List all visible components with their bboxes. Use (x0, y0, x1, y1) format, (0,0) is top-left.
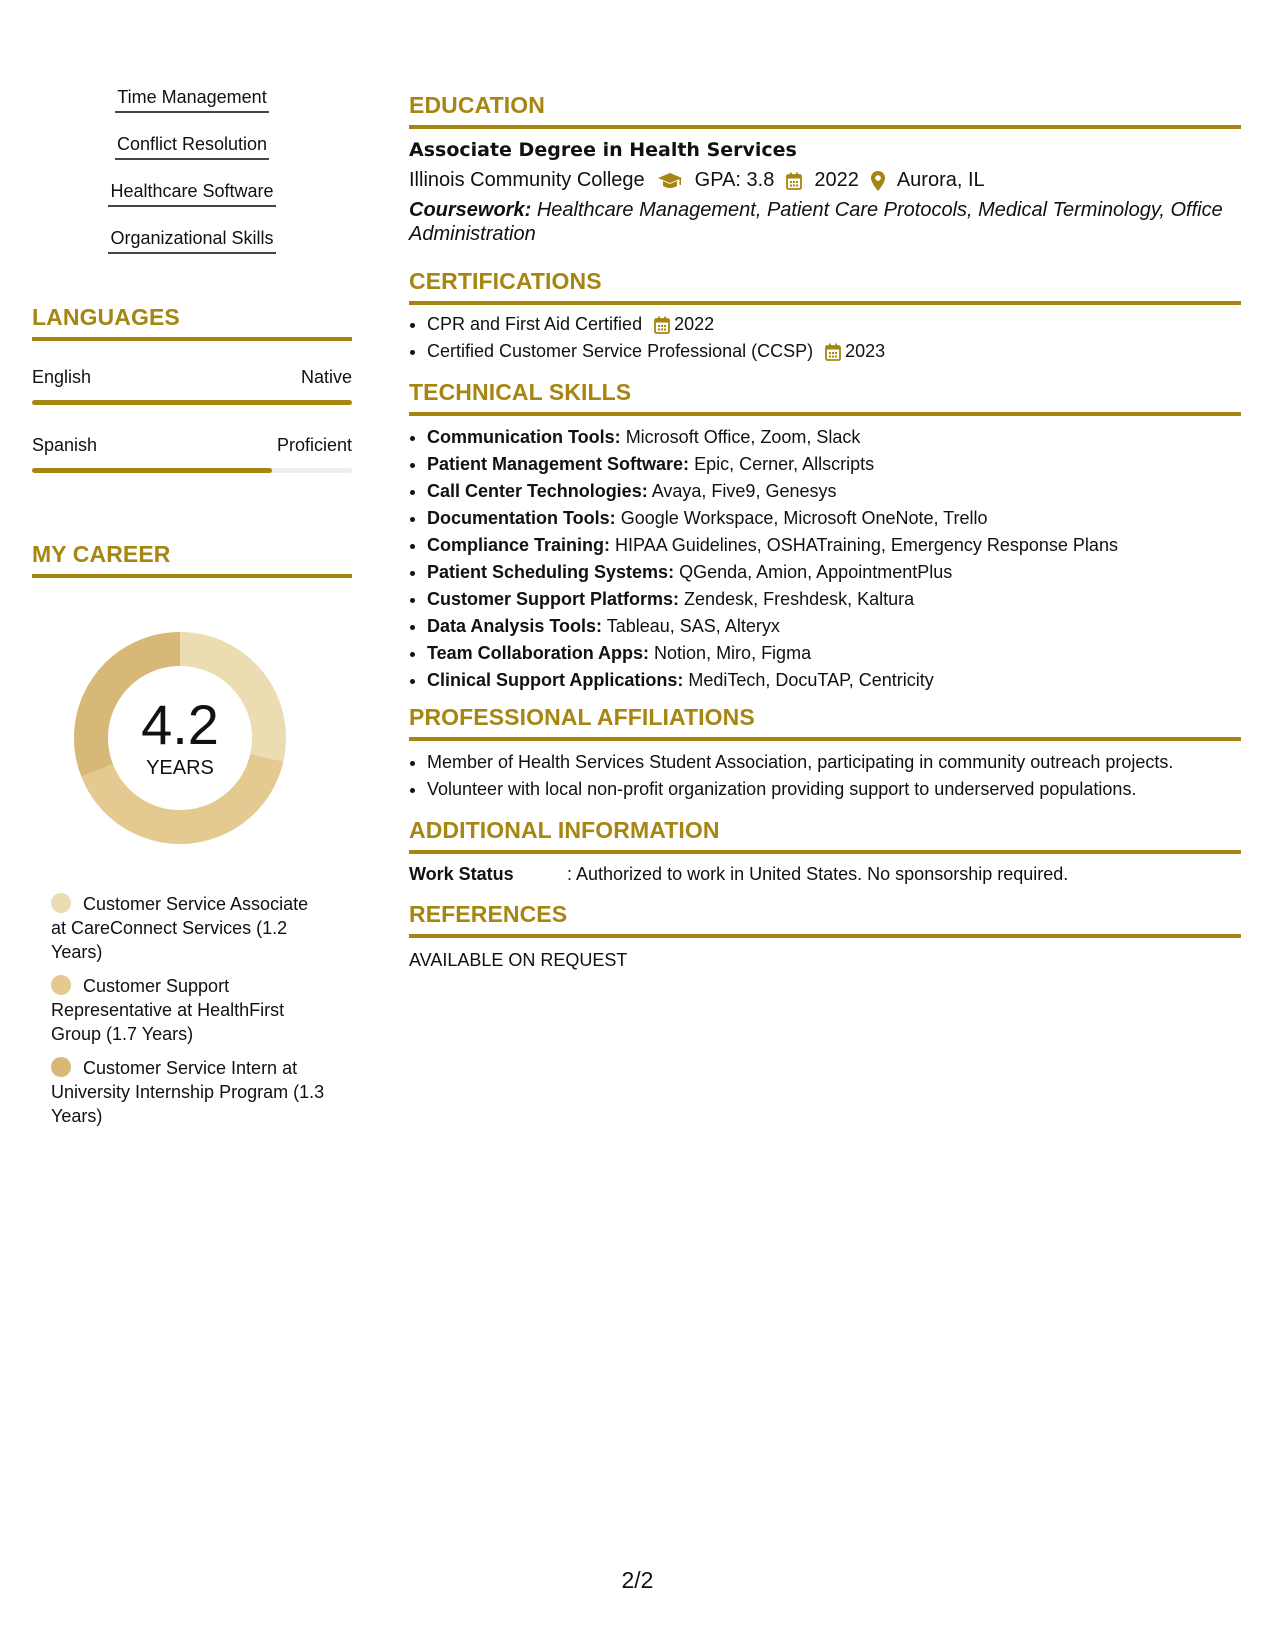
technical-skill-item (427, 534, 1241, 557)
certification-year: 2023 (845, 341, 886, 361)
map-pin-icon (871, 171, 885, 191)
technical-skill-category: Communication Tools: (427, 427, 621, 447)
certifications-list (409, 313, 1241, 363)
technical-skill-item (427, 588, 1241, 611)
left-column (32, 84, 352, 1138)
technical-skill-category: Call Center Technologies: (427, 481, 648, 501)
work-status-row (409, 864, 1241, 885)
technical-skill-category: Documentation Tools: (427, 508, 616, 528)
section-title-certifications: CERTIFICATIONS (409, 268, 1241, 305)
work-status-value: : Authorized to work in United States. No sponsorship required. (567, 864, 1069, 884)
legend-label: Customer Support Representative at HealthFirst Group (1.7 Years) (51, 976, 285, 1044)
certification-name: • CPR and First Aid Certified (427, 314, 643, 334)
affiliations-list (409, 751, 1241, 801)
technical-skill-category: Patient Scheduling Systems: (427, 562, 675, 582)
technical-skill-values: Google Workspace, Microsoft OneNote, Trello (620, 508, 988, 528)
career-donut-chart (64, 622, 296, 854)
section-title-career: MY CAREER (32, 541, 352, 578)
certification-item (427, 313, 1241, 336)
technical-skill-item (427, 561, 1241, 584)
languages-section (32, 304, 352, 473)
certification-name: • Certified Customer Service Professional (CCSP) (427, 341, 814, 361)
certifications-section (409, 268, 1241, 363)
skill-tag: Conflict Resolution (115, 131, 269, 160)
technical-skill-values: Epic, Cerner, Allscripts (694, 454, 875, 474)
career-legend (51, 892, 326, 1128)
technical-skill-values: Tableau, SAS, Alteryx (606, 616, 780, 636)
skill-tag: Organizational Skills (108, 225, 275, 254)
section-title-education: EDUCATION (409, 92, 1241, 129)
legend-item (51, 1056, 326, 1128)
technical-skill-values: Microsoft Office, Zoom, Slack (625, 427, 861, 447)
legend-dot (51, 893, 71, 913)
coursework-label: Coursework: (409, 199, 532, 221)
technical-skill-values: QGenda, Amion, AppointmentPlus (679, 562, 953, 582)
skills-list (32, 84, 352, 272)
affiliation-item: • Volunteer with local non-profit organization providing support to underserved populations. (427, 778, 1241, 801)
technical-skill-category: Customer Support Platforms: (427, 589, 680, 609)
school-location: Aurora, IL (896, 169, 985, 191)
graduation-year: 2022 (814, 169, 859, 191)
affiliations-section (409, 704, 1241, 801)
certification-item (427, 340, 1241, 363)
technical-skill-item (427, 453, 1241, 476)
legend-dot (51, 975, 71, 995)
legend-label: Customer Service Intern at University Internship Program (1.3 Years) (51, 1058, 325, 1126)
language-bar-fill (32, 400, 352, 405)
technical-skill-item (427, 669, 1241, 692)
section-title-references: REFERENCES (409, 901, 1241, 938)
language-level: Native (300, 367, 352, 387)
language-item (32, 435, 352, 473)
technical-skill-values: Notion, Miro, Figma (654, 643, 812, 663)
gpa: GPA: 3.8 (694, 169, 775, 191)
section-title-languages: LANGUAGES (32, 304, 352, 341)
references-text: AVAILABLE ON REQUEST (409, 950, 628, 970)
language-bar (32, 400, 352, 405)
technical-skill-item (427, 642, 1241, 665)
work-status-label: Work Status (409, 864, 514, 884)
technical-skill-item (427, 507, 1241, 530)
skill-tag: Healthcare Software (108, 178, 275, 207)
calendar-icon (825, 343, 841, 361)
career-section (32, 541, 352, 1128)
section-title-technical-skills: TECHNICAL SKILLS (409, 379, 1241, 416)
certification-year: 2022 (674, 314, 715, 334)
technical-skill-category: Data Analysis Tools: (427, 616, 603, 636)
technical-skill-category: Clinical Support Applications: (427, 670, 684, 690)
calendar-icon (786, 172, 802, 190)
language-name: Spanish (32, 435, 98, 455)
right-column (409, 92, 1241, 971)
language-bar-fill (32, 468, 272, 473)
coursework (409, 198, 1241, 246)
language-item (32, 367, 352, 405)
legend-dot (51, 1057, 71, 1077)
language-name: English (32, 367, 92, 387)
degree-title: Associate Degree in Health Services (409, 139, 797, 161)
technical-skill-item (427, 615, 1241, 638)
skill-tag: Time Management (115, 84, 268, 113)
career-total-unit: YEARS (146, 756, 214, 779)
legend-item (51, 974, 326, 1046)
additional-info-section (409, 817, 1241, 885)
technical-skill-item (427, 480, 1241, 503)
section-title-affiliations: PROFESSIONAL AFFILIATIONS (409, 704, 1241, 741)
technical-skill-category: Team Collaboration Apps: (427, 643, 650, 663)
coursework-text: Healthcare Management, Patient Care Protocols, Medical Terminology, Office Administration (409, 199, 1223, 245)
technical-skill-category: Patient Management Software: (427, 454, 690, 474)
language-bar (32, 468, 352, 473)
degree-meta (409, 169, 1241, 192)
legend-label: Customer Service Associate at CareConnect Services (1.2 Years) (51, 894, 309, 962)
technical-skills-list (409, 426, 1241, 692)
technical-skill-values: Avaya, Five9, Genesys (651, 481, 837, 501)
section-title-additional-info: ADDITIONAL INFORMATION (409, 817, 1241, 854)
career-total-years: 4.2 (141, 692, 219, 756)
page-number: 2/2 (621, 1567, 654, 1593)
calendar-icon (654, 316, 670, 334)
references-section (409, 901, 1241, 971)
affiliation-item: • Member of Health Services Student Association, participating in community outreach projects. (427, 751, 1241, 774)
technical-skill-values: MediTech, DocuTAP, Centricity (688, 670, 934, 690)
graduation-cap-icon (657, 172, 683, 190)
education-section (409, 92, 1241, 246)
legend-item (51, 892, 326, 964)
technical-skill-values: HIPAA Guidelines, OSHATraining, Emergency Response Plans (615, 535, 1118, 555)
language-level: Proficient (276, 435, 352, 455)
technical-skill-values: Zendesk, Freshdesk, Kaltura (684, 589, 915, 609)
technical-skills-section (409, 379, 1241, 692)
technical-skill-item (427, 426, 1241, 449)
school-name: Illinois Community College (409, 169, 645, 191)
technical-skill-category: Compliance Training: (427, 535, 611, 555)
